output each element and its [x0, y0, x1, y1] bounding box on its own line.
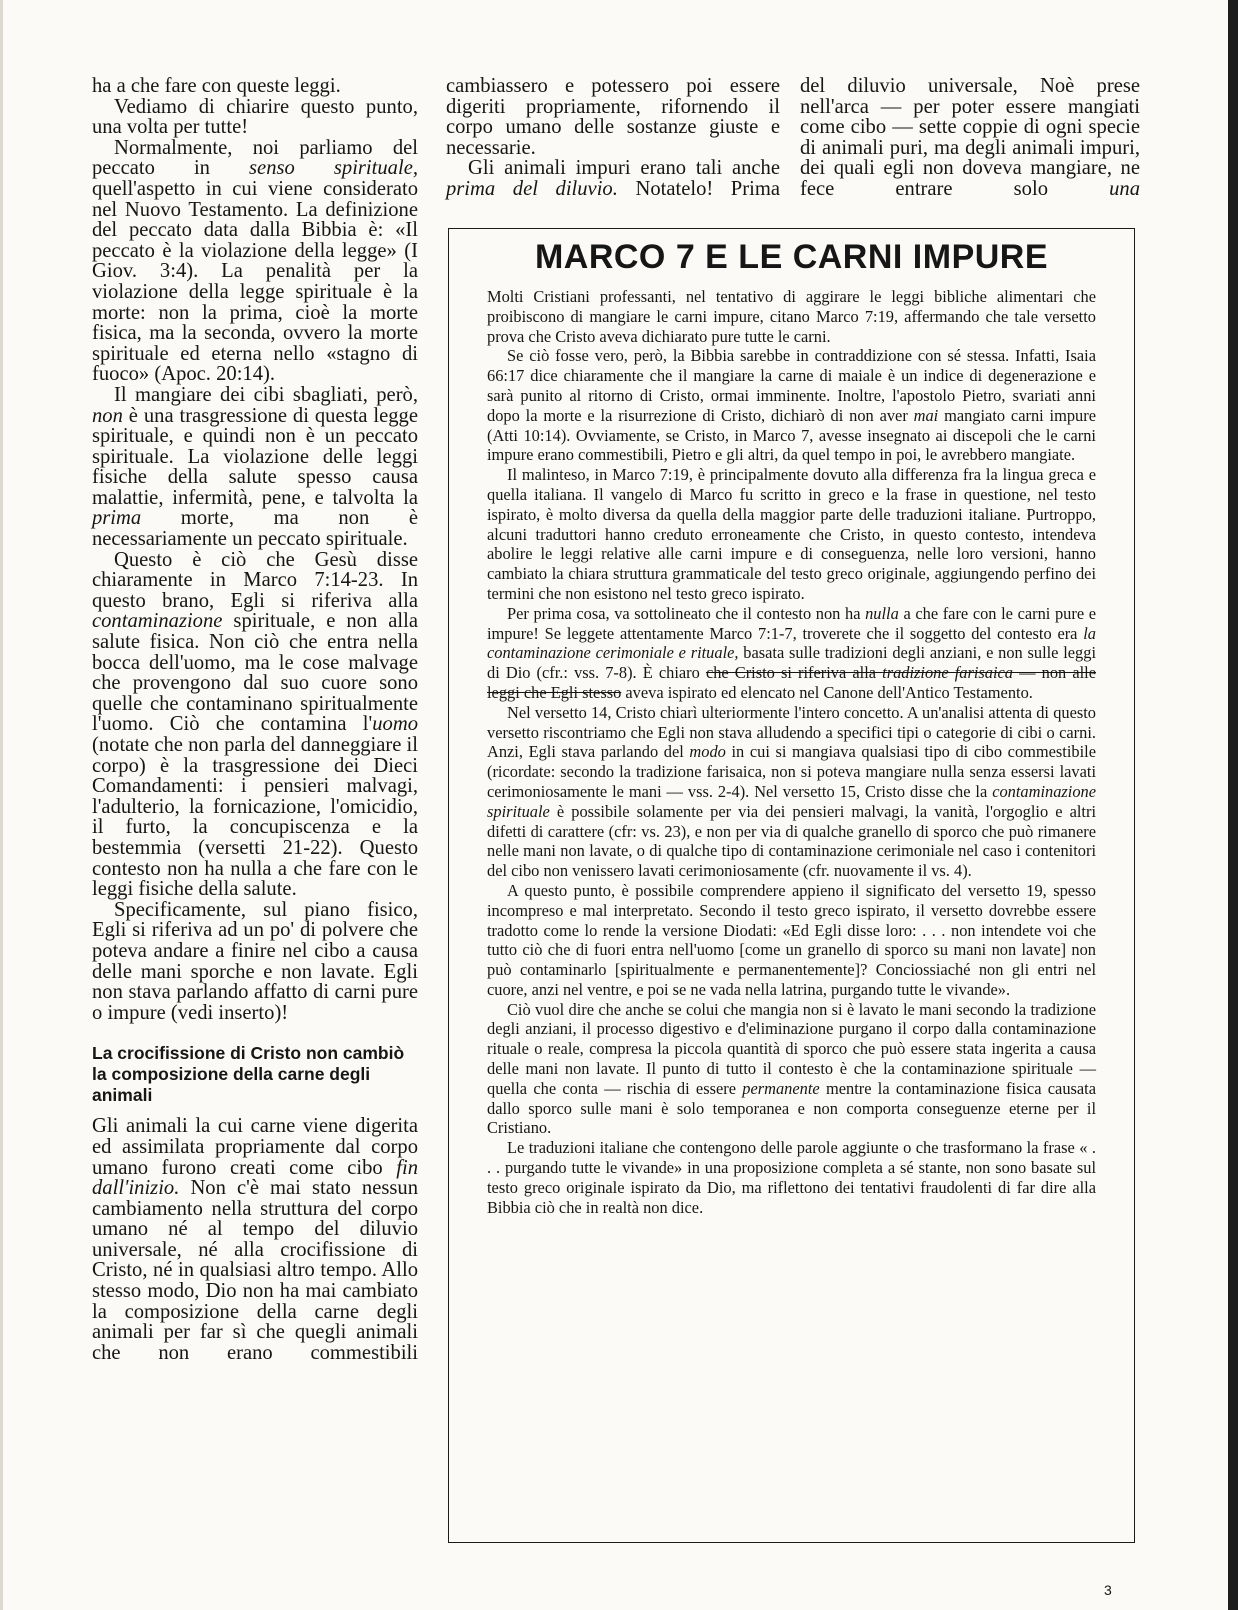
page-right-border	[1228, 0, 1238, 1610]
column-left	[92, 76, 418, 1363]
paragraph: Il mangiare dei cibi sbagliati, però, non è una trasgressione di questa legge spirituale, e quindi non è un peccato spirituale. La violazione delle leggi fisiche della salute spesso causa malattie, infermità, pene, e talvolta la prima morte, ma non è necessariamente un peccato spirituale.	[92, 383, 418, 551]
inset-box	[448, 228, 1135, 1543]
struck-text: che Cristo si riferiva alla tradizione farisaica — non alle leggi che Egli stesso	[487, 663, 1096, 702]
page-number: 3	[1104, 1582, 1112, 1598]
paragraph: Nel versetto 14, Cristo chiarì ulteriormente l'intero concetto. A un'analisi attenta di questo versetto riscontriamo che Egli non stava alludendo a specifici tipi o categorie di cibi o carni. Anzi, Egli stava parlando del modo in cui si mangiava qualsiasi tipo di cibo commestibile (ricordate: secondo la tradizione farisaica, non si poteva mangiare nulla senza essersi lavati cerimoniosamente le mani — vss. 2-4). Nel versetto 15, Cristo disse che la contaminazione spirituale è possibile solamente per via dei pensieri malvagi, la vanità, l'orgoglio e altri difetti di carattere (cfr: vs. 23), e non per via di qualche granello di sporco che può rimanere nelle mani non lavate, o di qualche tipo di contaminazione cerimoniale nel caso i contenitori del cibo non venissero lavati cerimoniosamente (cfr. nuovamente il vs. 4).	[487, 702, 1096, 881]
paragraph: Normalmente, noi parliamo del peccato in senso spirituale, quell'aspetto in cui viene considerato nel Nuovo Testamento. La definizione del peccato data dalla Bibbia è: «Il peccato è la violazione della legge» (I Giov. 3:4). La penalità per la violazione della legge spirituale è la morte: non la prima, cioè la morte fisica, ma la seconda, ovvero la morte spirituale ed eterna nello «stagno di fuoco» (Apoc. 20:14).	[92, 136, 418, 386]
paragraph: A questo punto, è possibile comprendere appieno il significato del versetto 19, spesso incompreso e mal interpretato. Secondo il testo greco ispirato, il versetto dovrebbe essere tradotto come lo rende la versione Diodati: «Ed Egli disse loro: . . . non intendete voi che tutto ciò che di fuori entra nell'uomo [come un granello di sporco su mani non lavate] non può contaminarlo [spiritualmente e permanentemente]? Conciossiaché non gli entri nel cuore, anzi nel ventre, e poi se ne vada nella latrina, purgando tutte le vivande».	[487, 880, 1096, 999]
paragraph: Questo è ciò che Gesù disse chiaramente in Marco 7:14-23. In questo brano, Egli si riferiva alla contaminazione spirituale, e non alla salute fisica. Non ciò che entra nella bocca dell'uomo, ma le cose malvage che provengono dal suo cuore sono quelle che contaminano spiritualmente l'uomo. Ciò che contamina l'uomo (notate che non parla del danneggiare il corpo) è la trasgressione dei Dieci Comandamenti: i pensieri malvagi, l'adulterio, la fornicazione, l'omicidio, il furto, la concupiscenza e la bestemmia (versetti 21-22). Questo contesto non ha nulla a che fare con le leggi fisiche della salute.	[92, 548, 418, 901]
column-middle	[446, 76, 780, 200]
paragraph: Le traduzioni italiane che contengono delle parole aggiunte o che trasformano la frase « . . . purgando tutte le vivande» in una proposizione completa a sé stante, non sono basate sul testo greco originale ispirato da Dio, ma riflettono dei tentativi fraudolenti di far dire alla Bibbia ciò che in realtà non dice.	[487, 1138, 1096, 1217]
inset-body	[487, 287, 1096, 1217]
page-left-shadow	[0, 0, 3, 1610]
paragraph: Per prima cosa, va sottolineato che il contesto non ha nulla a che fare con le carni pure e impure! Se leggete attentamente Marco 7:1-7, troverete che il soggetto del contesto era la contaminazione cerimoniale e rituale, basata sulle tradizioni degli anziani, e non sulle leggi di Dio (cfr.: vss. 7-8). È chiaro che Cristo si riferiva alla tradizione farisaica — non alle leggi che Egli stesso aveva ispirato ed elencato nel Canone dell'Antico Testamento.	[487, 603, 1097, 702]
paragraph: ha a che fare con queste leggi.	[92, 75, 341, 97]
inset-title: MARCO 7 E LE CARNI IMPURE	[534, 238, 1049, 276]
paragraph: Vediamo di chiarire questo punto, una volta per tutte!	[92, 95, 418, 139]
paragraph: Gli animali impuri erano tali anche prima del diluvio. Notatelo! Prima	[446, 157, 780, 200]
paragraph: Ciò vuol dire che anche se colui che mangia non si è lavato le mani secondo la tradizione degli anziani, il processo digestivo e d'eliminazione purgano il corpo dalla contaminazione rituale o reale, compresa la piccola quantità di sporco che può essere stata ingerita a causa delle mani non lavate. Il punto di tutto il contesto è che la contaminazione spirituale — quella che conta — rischia di essere permanente mentre la contaminazione fisica causata dallo sporco sulle mani è solo temporanea e non comporta conseguenze eterne per il Cristiano.	[487, 999, 1097, 1138]
column-right	[800, 76, 1140, 200]
paragraph: Gli animali la cui carne viene digerita ed assimilata propriamente dal corpo umano furono creati come cibo fin dall'inizio. Non c'è mai stato nessun cambiamento nella struttura del corpo umano né al tempo del diluvio universale, né alla crocifissione di Cristo, né in qualsiasi altro tempo. Allo stesso modo, Dio non ha mai cambiato la composizione della carne degli animali per far sì che quegli animali che non erano commestibili	[92, 1115, 418, 1364]
paragraph: Specificamente, sul piano fisico, Egli si riferiva ad un po' di polvere che poteva andare a finire nel cibo a causa delle mani sporche e non lavate. Egli non stava parlando affatto di carni pure o impure (vedi inserto)!	[92, 898, 418, 1024]
paragraph: Il malinteso, in Marco 7:19, è principalmente dovuto alla differenza fra la lingua greca e quella italiana. Il vangelo di Marco fu scritto in greco e la frase in questione, nel testo ispirato, è molto diversa da quella della maggior parte delle traduzioni italiane. Purtroppo, alcuni traduttori hanno creduto erroneamente che Cristo, in questo contesto, intendeva abolire le leggi relative alle carni impure e di conseguenza, nelle loro versioni, hanno cambiato la chiara struttura grammaticale del testo greco originale, aggiungendo perfino dei termini che non esistono nel testo greco ispirato.	[487, 465, 1096, 603]
paragraph: Se ciò fosse vero, però, la Bibbia sarebbe in contraddizione con sé stessa. Infatti, Isaia 66:17 dice chiaramente che il mangiare la carne di maiale è un indice di degenerazione e sarà punito al ritorno di Cristo, ormai imminente. Inoltre, l'apostolo Pietro, svariati anni dopo la morte e la risurrezione di Cristo, dichiarò di non aver mai mangiato carni impure (Atti 10:14). Ovviamente, se Cristo, in Marco 7, avesse insegnato ai discepoli che le carni impure erano commestibili, Pietro e gli altri, da quel tempo in poi, le avrebbero mangiate.	[487, 346, 1096, 465]
section-subheading: La crocifissione di Cristo non cambiò la composizione della carne degli animali	[92, 1043, 405, 1106]
paragraph: Molti Cristiani professanti, nel tentativo di aggirare le leggi bibliche alimentari che proibiscono di mangiare le carni impure, citano Marco 7:19, affermando che tale versetto prova che Cristo aveva dichiarato pure tutte le carni.	[487, 287, 1096, 346]
paragraph: cambiassero e potessero poi essere digeriti propriamente, rifornendo il corpo umano delle sostanze giuste e necessarie.	[446, 75, 780, 159]
paragraph: del diluvio universale, Noè prese nell'arca — per poter essere mangiati come cibo — sette coppie di ogni specie di animali puri, ma degli animali impuri, dei quali egli non doveva mangiare, ne fece entrare solo una	[800, 75, 1140, 200]
